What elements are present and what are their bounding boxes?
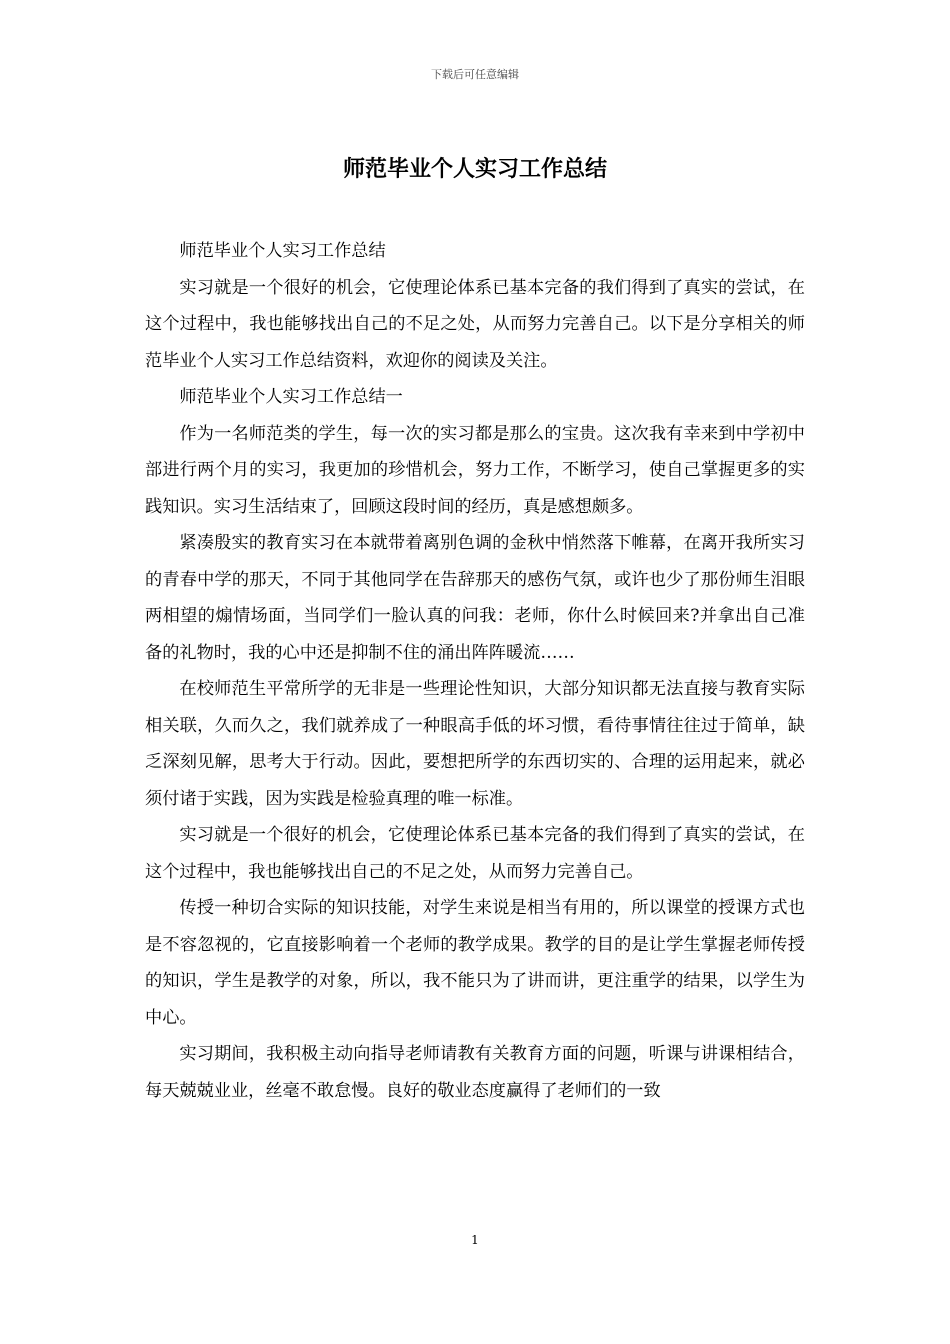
document-title: 师范毕业个人实习工作总结 bbox=[342, 156, 607, 182]
header-note: 下载后可任意编辑 bbox=[431, 68, 519, 81]
body-paragraph: 传授一种切合实际的知识技能，对学生来说是相当有用的，所以课堂的授课方式也是不容忽视的，它直接影响着一个老师的教学成果。教学的目的是让学生掌握老师传授的知识，学生是教学的对象，所以，我不能只为了讲而讲，更注重学的结果，以学生为中心。 bbox=[145, 898, 805, 1028]
document-body bbox=[145, 233, 805, 1109]
body-paragraph: 在校师范生平常所学的无非是一些理论性知识，大部分知识都无法直接与教育实际相关联，久而久之，我们就养成了一种眼高手低的坏习惯，看待事情往往过于简单，缺乏深刻见解，思考大于行动。因此，要想把所学的东西切实的、合理的运用起来，就必须付诸于实践，因为实践是检验真理的唯一标准。 bbox=[145, 679, 805, 809]
body-paragraph: 作为一名师范类的学生，每一次的实习都是那么的宝贵。这次我有幸来到中学初中部进行两个月的实习，我更加的珍惜机会，努力工作，不断学习，使自己掌握更多的实践知识。实习生活结束了，回顾这段时间的经历，真是感想颇多。 bbox=[145, 423, 805, 517]
subtitle-paragraph: 师范毕业个人实习工作总结 bbox=[179, 241, 386, 261]
section-heading: 师范毕业个人实习工作总结一 bbox=[179, 387, 403, 407]
body-paragraph: 紧凑殷实的教育实习在本就带着离别色调的金秋中悄然落下帷幕，在离开我所实习的青春中学的那天，不同于其他同学在告辞那天的感伤气氛，或许也少了那份师生泪眼两相望的煽情场面，当同学们一脸认真的问我：老师，你什么时候回来?并拿出自己准备的礼物时，我的心中还是抑制不住的涌出阵阵暖流…… bbox=[145, 533, 805, 663]
body-paragraph: 实习期间，我积极主动向指导老师请教有关教育方面的问题，听课与讲课相结合，每天兢兢业业，丝毫不敢怠慢。良好的敬业态度赢得了老师们的一致 bbox=[145, 1044, 805, 1101]
intro-paragraph: 实习就是一个很好的机会，它使理论体系已基本完备的我们得到了真实的尝试，在这个过程中，我也能够找出自己的不足之处，从而努力完善自己。以下是分享相关的师范毕业个人实习工作总结资料，欢迎你的阅读及关注。 bbox=[145, 277, 805, 371]
body-paragraph: 实习就是一个很好的机会，它使理论体系已基本完备的我们得到了真实的尝试，在这个过程中，我也能够找出自己的不足之处，从而努力完善自己。 bbox=[145, 825, 805, 882]
page-number: 1 bbox=[471, 1233, 479, 1247]
